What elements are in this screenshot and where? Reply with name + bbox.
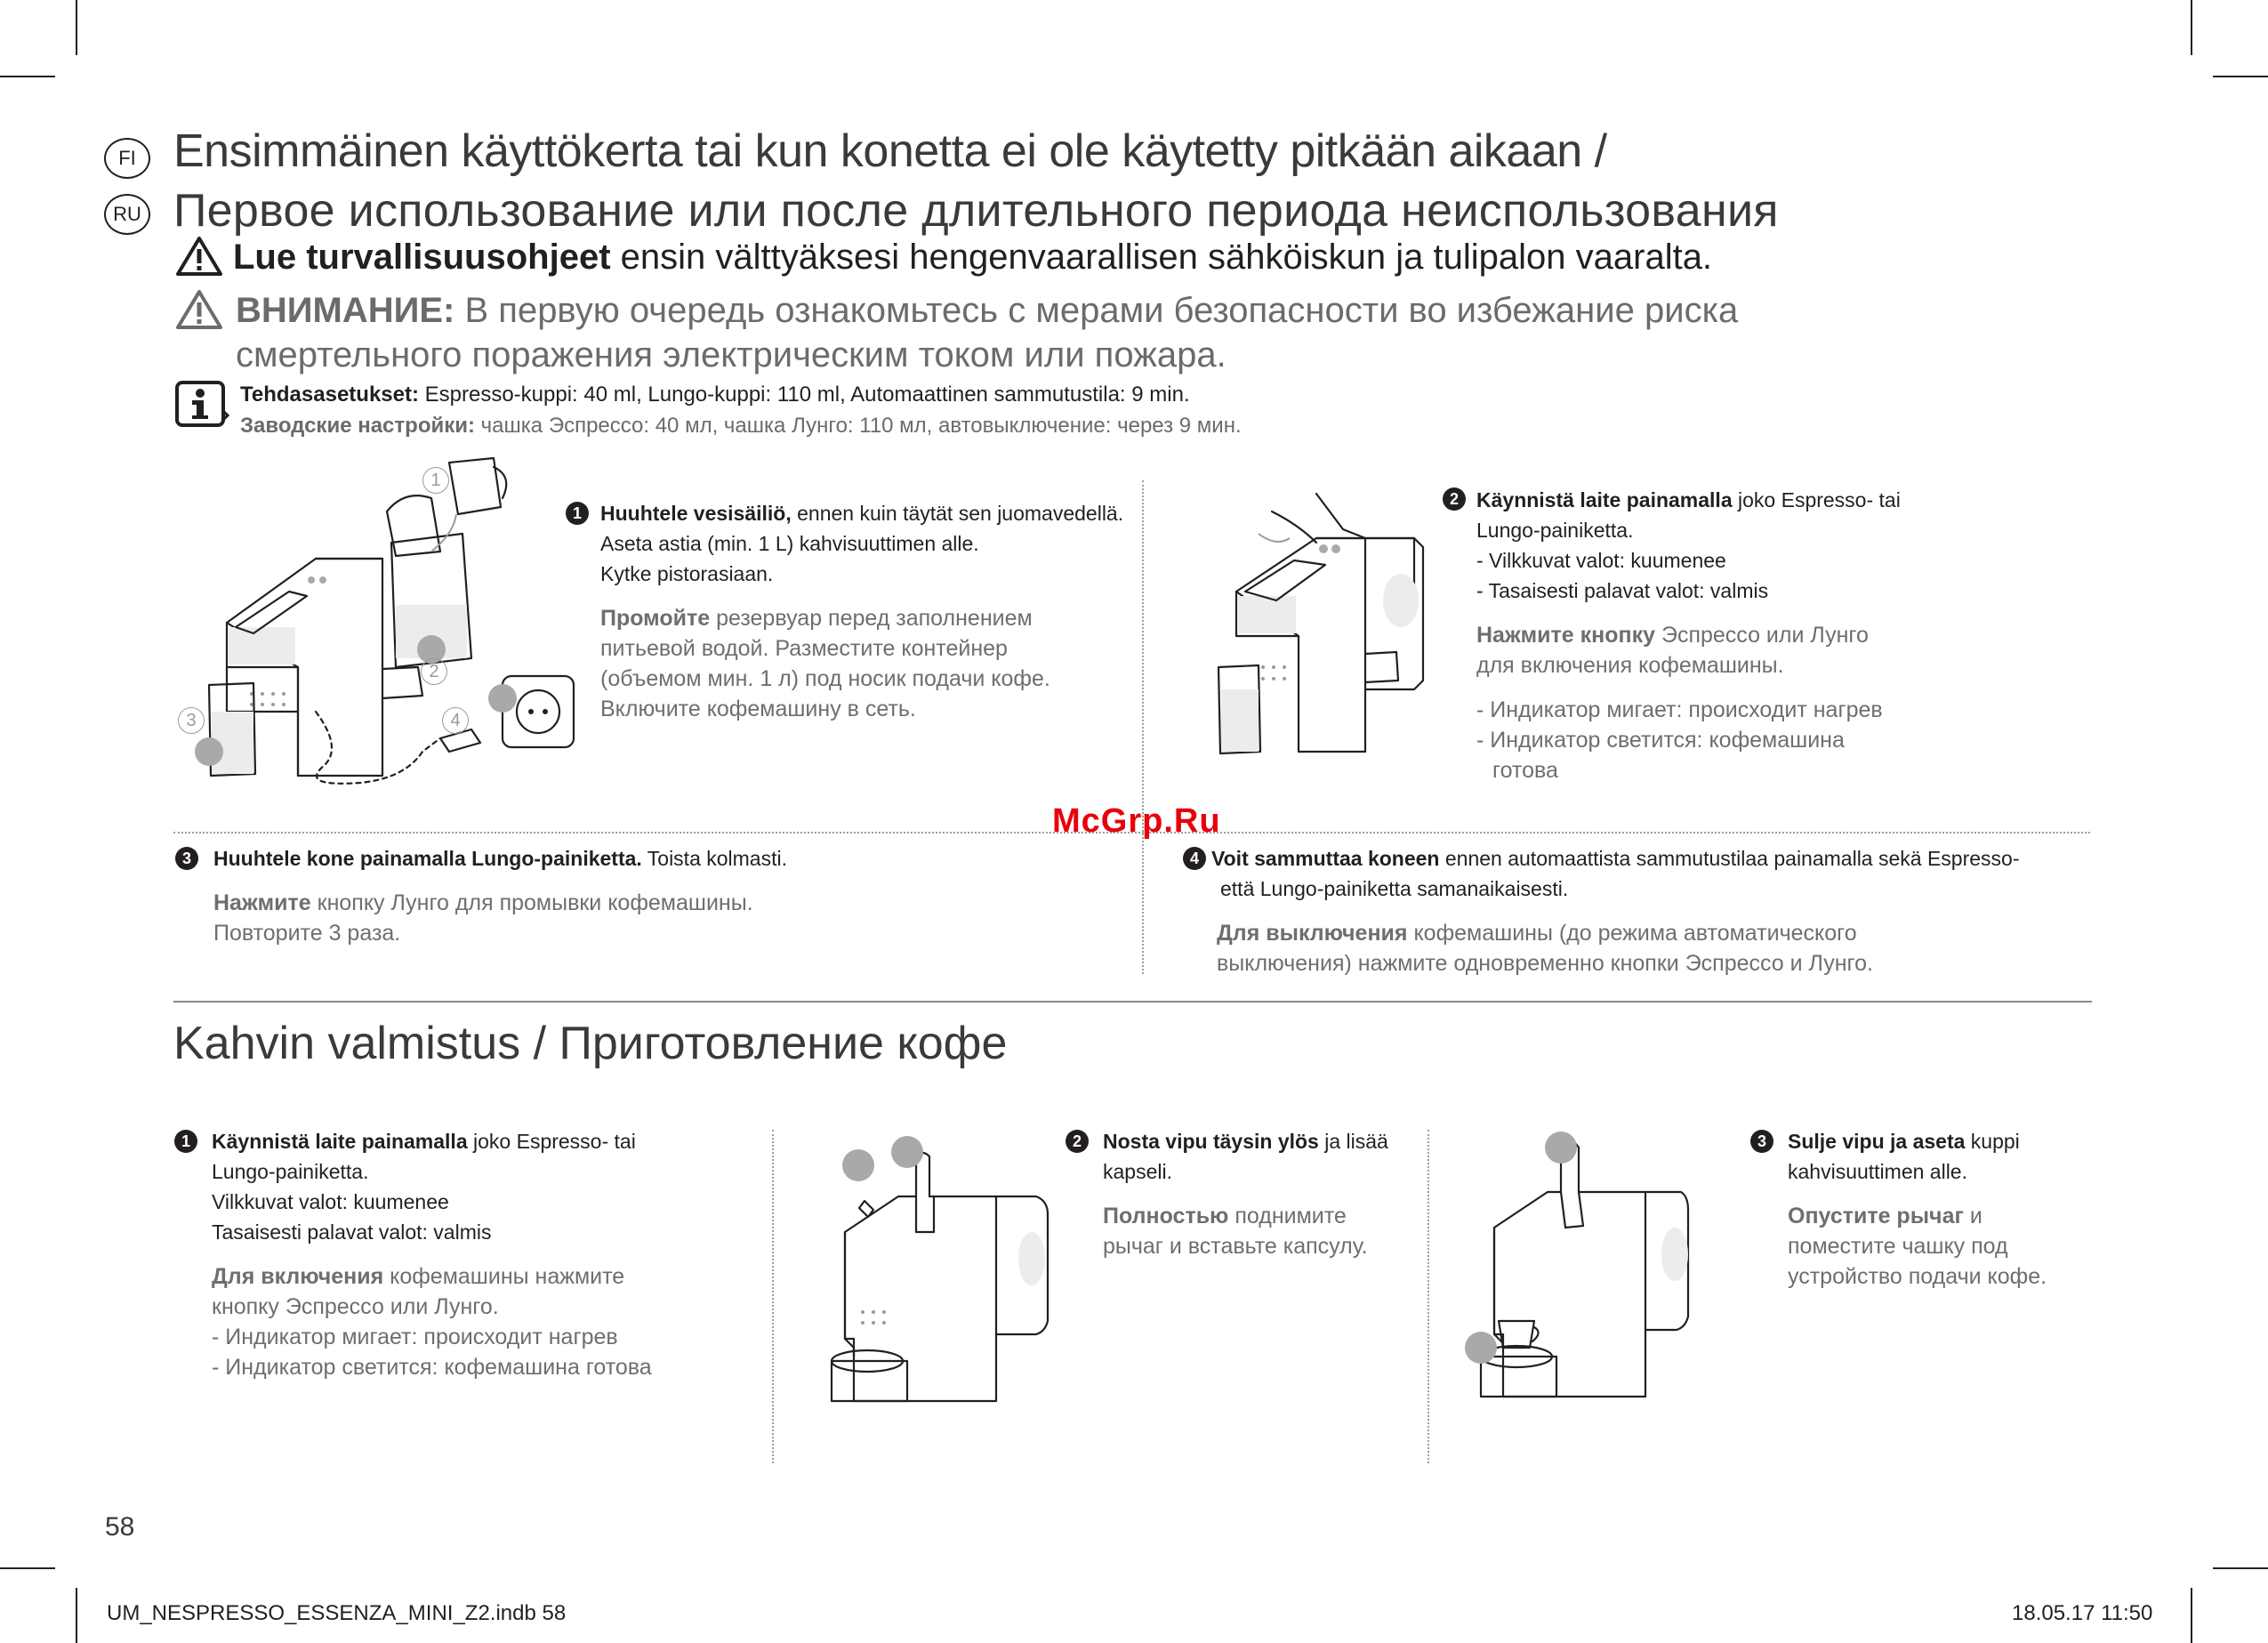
coffee-step-2-fi-l1: ja lisää [1318,1130,1388,1153]
step-2-ru-l3: - Индикатор мигает: происходит нагрев [1476,697,1883,722]
step-2-ru-l4: - Индикатор светится: кофемашина [1476,728,1845,753]
crop-mark [76,1588,77,1643]
coffee-step-1-fi-l1: joko Espresso- tai [467,1130,636,1153]
page-number: 58 [105,1512,135,1542]
coffee-step-1-fi-l2: Lungo-painiketta. [212,1160,369,1183]
illustration-press-button [1210,476,1468,761]
column-divider [1142,480,1144,974]
step-number: 1 [174,1130,197,1153]
crop-mark [2213,76,2268,77]
step-1-ru-bold: Промойте [600,606,711,631]
coffee-step-1-ru-l4: - Индикатор светится: кофемашина готова [212,1355,652,1380]
illustration-lift-lever [818,1134,1050,1428]
step-number: 1 [566,502,589,525]
coffee-step-1-fi [212,1126,763,1247]
step-1-ru-l1: резервуар перед заполнением [710,606,1033,631]
coffee-step-3-fi [1788,1126,2099,1187]
step-2-fi-bold: Käynnistä laite painamalla [1476,488,1733,511]
coffee-step-2-ru-l2: рычаг и вставьте капсулу. [1103,1234,1368,1259]
step-4-ru-bold: Для выключения [1217,921,1408,946]
coffee-step-2-ru-bold: Полностью [1103,1204,1229,1228]
section-title-fi: Kahvin valmistus [173,1018,521,1069]
coffee-step-3-ru-l1: и [1963,1204,1982,1228]
step-3-ru-bold: Нажмите [213,890,311,915]
step-number: 2 [1066,1130,1089,1153]
coffee-step-1-ru-l1: кофемашины нажмите [383,1264,625,1289]
step-2-fi-l3: - Vilkkuvat valot: kuumenee [1476,549,1726,572]
section-title-sep: / [520,1018,559,1069]
coffee-step-3-fi-l1: kuppi [1965,1130,2020,1153]
coffee-step-2-ru-l1: поднимите [1228,1204,1347,1228]
coffee-step-1-ru-l2: кнопку Эспрессо или Лунго. [212,1294,499,1319]
step-2-ru-l2: для включения кофемашины. [1476,653,1784,678]
info-ru-text: чашка Эспрессо: 40 мл, чашка Лунго: 110 мл, автовыключение: через 9 мин. [475,414,1242,438]
coffee-step-3-text [1788,1126,2099,1292]
step-2-fi [1476,485,1974,606]
step-2-fi-l1: joko Espresso- tai [1732,488,1901,511]
coffee-step-1-text [212,1126,763,1382]
info-fi-bold: Tehdasasetukset: [240,383,419,407]
step-1-ru-l2: питьевой водой. Разместите контейнер [600,636,1008,661]
step-4-fi-l1: ennen automaattista sammutustilaa painamalla sekä Espresso- [1439,847,2020,870]
coffee-step-2-ru [1103,1201,1441,1261]
step-2-ru-bold: Нажмите кнопку [1476,623,1656,648]
column-divider [1428,1130,1429,1463]
info-fi-text: Espresso-kuppi: 40 ml, Lungo-kuppi: 110 ml, Automaattinen sammutustila: 9 min. [418,383,1190,407]
step-1-text [600,498,1134,724]
info-fi [240,383,1190,407]
warning-fi [233,238,1712,278]
callout-3: 3 [178,707,205,734]
coffee-step-1-ru-bold: Для включения [212,1264,384,1289]
step-1-fi-l3: Kytke pistorasiaan. [600,562,774,585]
coffee-step-3-fi-bold: Sulje vipu ja aseta [1788,1130,1966,1153]
language-badge-ru: RU [104,194,150,235]
step-4-fi [1211,843,2101,904]
coffee-step-2-fi-l2: kapseli. [1103,1160,1172,1183]
coffee-step-3-ru-l3: устройство подачи кофе. [1788,1264,2047,1289]
info-ru [240,414,1242,439]
warning-ru [236,291,1738,331]
step-4-fi-l2: että Lungo-painiketta samanaikaisesti. [1220,877,1569,900]
crop-mark [76,0,77,55]
step-number: 4 [1183,847,1206,870]
step-4-fi-bold: Voit sammuttaa koneen [1211,847,1440,870]
section-rule [173,1001,2092,1003]
step-1-fi-bold: Huuhtele vesisäiliö, [600,502,792,525]
crop-mark [0,76,55,77]
coffee-step-3-ru-l2: поместите чашку под [1788,1234,2008,1259]
illustration-rinse-tank [173,445,591,792]
coffee-step-2-fi [1103,1126,1441,1187]
coffee-step-2-fi-bold: Nosta vipu täysin ylös [1103,1130,1319,1153]
step-3-ru-l1: кнопку Лунго для промывки кофемашины. [310,890,753,915]
warning-triangle-icon [176,236,222,277]
warning-fi-text: ensin välttyäksesi hengenvaarallisen sähköiskun ja tulipalon vaaralta. [610,238,1713,277]
footer-file: UM_NESPRESSO_ESSENZA_MINI_Z2.indb 58 [107,1601,567,1625]
callout-1: 1 [422,467,449,494]
step-4-text [1211,843,2101,979]
step-1-fi [600,498,1134,589]
coffee-step-3-fi-l2: kahvisuuttimen alle. [1788,1160,1967,1183]
coffee-step-1-ru [212,1261,763,1382]
step-3-ru [213,888,1103,948]
page-title-fi: Ensimmäinen käyttökerta tai kun konetta ei ole käytetty pitkään aikaan / [173,125,1607,177]
step-number: 2 [1443,487,1466,511]
callout-2: 2 [421,658,447,685]
page-title-ru: Первое использование или после длительного периода неиспользования [173,185,1779,237]
step-number: 3 [175,847,198,870]
column-divider [772,1130,774,1463]
step-4-ru-l1: кофемашины (до режима автоматического [1407,921,1857,946]
coffee-step-2-text [1103,1126,1441,1261]
step-3-fi-bold: Huuhtele kone painamalla Lungo-painiketta. [213,847,642,870]
step-4-ru [1211,918,2101,979]
warning-triangle-icon [176,289,222,330]
coffee-step-1-fi-l4: Tasaisesti palavat valot: valmis [212,1220,492,1244]
step-1-ru-l4: Включите кофемашину в сеть. [600,697,916,721]
watermark: McGrp.Ru [1052,802,1221,840]
step-3-ru-l2: Повторите 3 раза. [213,921,401,946]
coffee-step-3-ru-bold: Опустите рычаг [1788,1204,1964,1228]
coffee-step-1-fi-bold: Käynnistä laite painamalla [212,1130,468,1153]
step-3-fi-text: Toista kolmasti. [641,847,787,870]
coffee-step-3-ru [1788,1201,2099,1292]
step-1-fi-l2: Aseta astia (min. 1 L) kahvisuuttimen alle. [600,532,979,555]
coffee-step-1-fi-l3: Vilkkuvat valot: kuumenee [212,1190,449,1213]
step-3-fi [213,843,1103,874]
crop-mark [2213,1567,2268,1569]
step-number: 3 [1750,1130,1773,1153]
info-icon [174,380,229,431]
step-1-fi-l1: ennen kuin täytät sen juomavedellä. [791,502,1124,525]
step-4-ru-l2: выключения) нажмите одновременно кнопки Эспрессо и Лунго. [1217,951,1873,976]
section-title-ru: Приготовление кофе [559,1018,1008,1069]
step-2-text [1476,485,1974,785]
step-2-fi-l4: - Tasaisesti palavat valot: valmis [1476,579,1769,602]
warning-ru-text-1: В первую очередь ознакомьтесь с мерами безопасности во избежание риска [454,291,1739,330]
warning-ru-bold: ВНИМАНИЕ: [236,291,455,330]
section-title [173,1017,1007,1070]
crop-mark [0,1567,55,1569]
footer-date: 18.05.17 11:50 [2012,1601,2153,1625]
step-2-ru-l1: Эспрессо или Лунго [1655,623,1869,648]
step-2-fi-l2: Lungo-painiketta. [1476,519,1634,542]
language-badge-fi: FI [104,138,150,179]
coffee-step-1-ru-l3: - Индикатор мигает: происходит нагрев [212,1325,618,1349]
step-1-ru [600,603,1134,724]
step-1-ru-l3: (объемом мин. 1 л) под носик подачи кофе. [600,666,1050,691]
warning-ru-line2: смертельного поражения электрическим током или пожара. [236,335,1226,375]
warning-fi-bold: Lue turvallisuusohjeet [233,238,611,277]
info-ru-bold: Заводские настройки: [240,414,475,438]
step-2-ru [1476,620,1974,785]
callout-4: 4 [442,707,469,734]
crop-mark [2191,1588,2192,1643]
step-3-text [213,843,1103,948]
illustration-close-lever [1459,1130,1690,1414]
crop-mark [2191,0,2192,55]
step-2-ru-l5: готова [1492,758,1558,783]
